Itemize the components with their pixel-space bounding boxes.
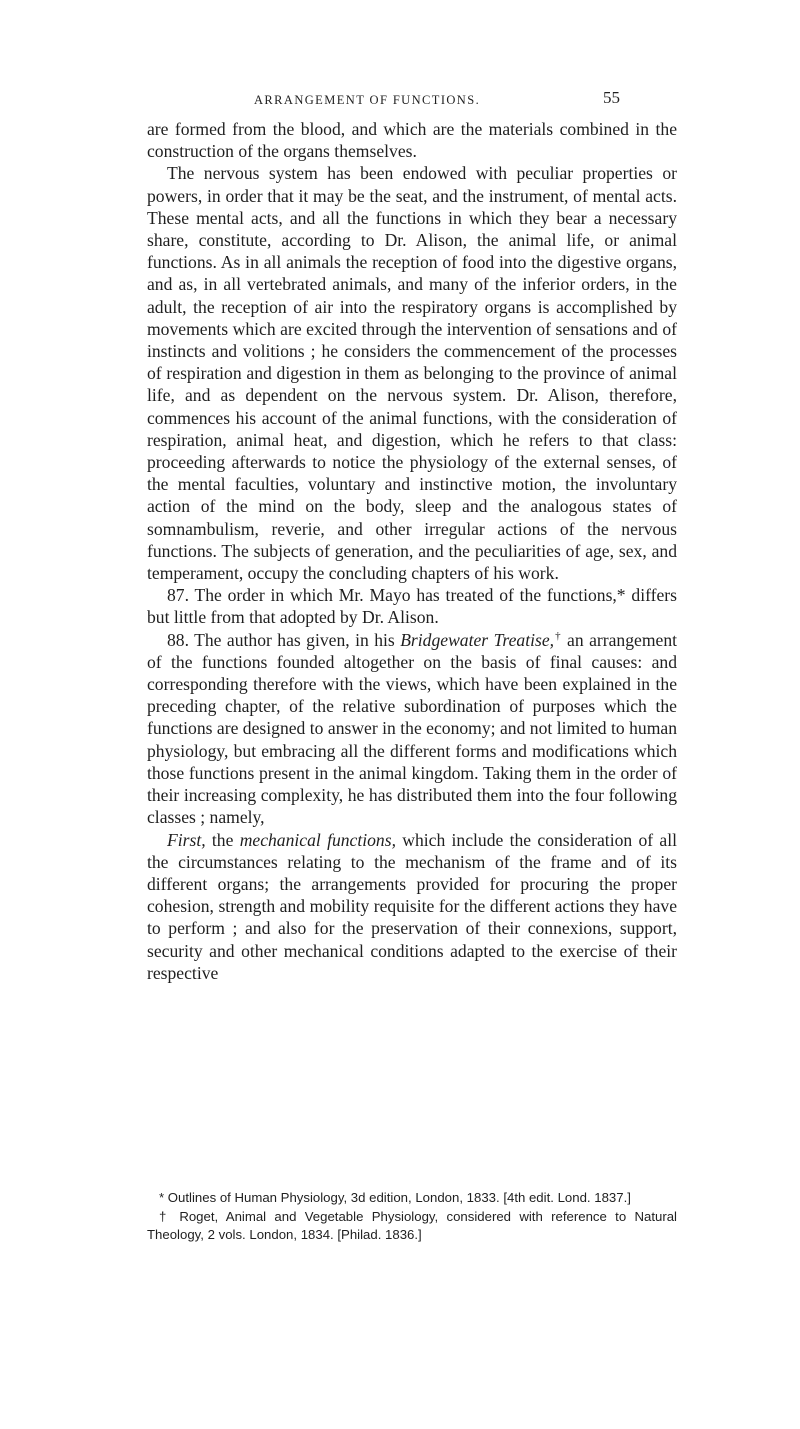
paragraph-87: 87. The order in which Mr. Mayo has treated of the functions,* differs but little from that adopted by Dr. Alison.	[147, 585, 677, 628]
bridgewater-treatise-title: Bridgewater Treatise,	[400, 629, 555, 650]
page-number: 55	[603, 88, 620, 107]
first-class-rest: which include the consideration of all the circumstances relating to the mechanism of the frame and of its different organs; the arrangements provided for procuring the proper cohesion, strength and mobility requisite for the different actions they have to perform ; and also for the preservation of their connexions, support, security and other mechanical conditions adapted to the exercise of their respective	[147, 829, 677, 983]
footnote-mark-dagger: †	[554, 629, 562, 642]
paragraph-nervous-system: The nervous system has been endowed with peculiar properties or powers, in order that it may be the seat, and the instrument, of mental acts. These mental acts, and all the functions in which they bear a necessary share, constitute, according to Dr. Alison, the animal life, or animal functions. As in all animals the reception of food into the digestive organs, and as, in all vertebrated animals, and many of the inferior orders, in the adult, the reception of air into the respiratory organs is accomplished by movements which are excited through the intervention of sensations and of instincts and volitions ; he considers the commencement of the processes of respiration and digestion in them as belonging to the province of animal life, and as dependent on the nervous system. Dr. Alison, therefore, commences his account of the animal functions, with the consideration of respiration, animal heat, and digestion, which he refers to that class: proceeding afterwards to notice the physiology of the external senses, of the mental faculties, voluntary and instinctive motion, the involuntary action of the mind on the body, sleep and the analogous states of somnambulism, reverie, and other irregular actions of the nervous functions. The subjects of generation, and the peculiarities of age, sex, and temperament, occupy the concluding chapters of his work.	[147, 163, 677, 584]
first-label: First,	[167, 829, 206, 850]
body-text	[147, 118, 677, 984]
paragraph-88-start: 88. The author has given, in his	[167, 629, 401, 650]
paragraph-first-class	[147, 829, 677, 984]
paragraph-continued: are formed from the blood, and which are the materials combined in the construction of the organs themselves.	[147, 119, 677, 162]
first-the: the	[205, 829, 240, 850]
footnote-2: † Roget, Animal and Vegetable Physiology, considered with reference to Natural Theology, 2 vols. London, 1834. [Philad. 1836.]	[147, 1208, 677, 1242]
footnote-1: * Outlines of Human Physiology, 3d edition, London, 1833. [4th edit. Lond. 1837.]	[159, 1190, 631, 1205]
paragraph-88	[147, 629, 677, 829]
mechanical-functions-term: mechanical functions,	[239, 829, 396, 850]
running-head: ARRANGEMENT OF FUNCTIONS.	[254, 93, 481, 107]
footnotes	[147, 1189, 677, 1245]
paragraph-88-rest: an arrangement of the functions founded altogether on the basis of final causes: and corresponding therefore with the views, which have been explained in the preceding chapter, of the relative subordination of purposes which the functions are designed to answer in the economy; and not limited to human physiology, but embracing all the different forms and modifications which those functions present in the animal kingdom. Taking them in the order of their increasing complexity, he has distributed them into the four following classes ; namely,	[147, 629, 678, 828]
